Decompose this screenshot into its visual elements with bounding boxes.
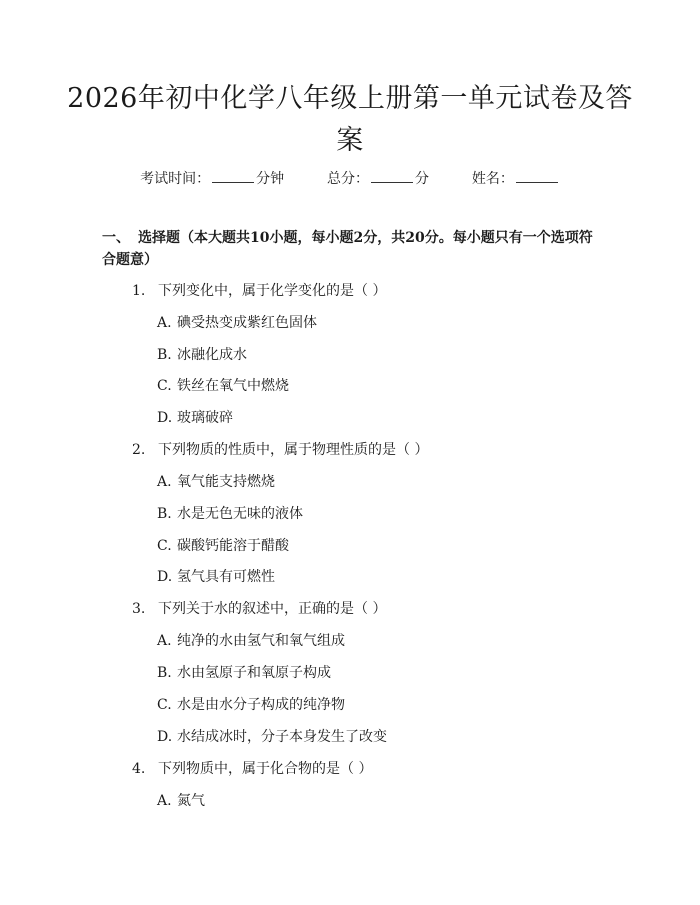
question-3-option-a[interactable] [157,631,345,651]
question-number: 2. [132,442,146,458]
option-text: 铁丝在氧气中燃烧 [177,378,289,394]
option-text: 氧气能支持燃烧 [177,474,275,490]
option-text: 氮气 [177,793,205,809]
option-text: 碳酸钙能溶于醋酸 [177,538,289,554]
question-3-option-d[interactable] [157,727,387,747]
option-label: A. [157,315,172,331]
question-number: 4. [132,761,146,777]
question-3-option-c[interactable] [157,695,345,715]
exam-title: 2026年初中化学八年级上册第一单元试卷及答案 [67,83,633,156]
question-1-option-c[interactable] [157,376,289,396]
option-label: A. [157,633,172,649]
option-label: A. [157,474,172,490]
option-label: D. [157,729,173,745]
exam-info-line [0,168,700,189]
question-1-option-d[interactable] [157,408,233,428]
question-3 [132,599,386,619]
section-heading-text: 选择题（本大题共10小题，每小题2分，共20分。每小题只有一个选项符合题意） [102,230,593,268]
option-label: C. [157,538,172,554]
option-text: 水由氢原子和氧原子构成 [177,665,331,681]
section-number: 一、 [102,230,130,246]
option-text: 冰融化成水 [177,347,247,363]
time-label: 考试时间： [140,171,211,187]
question-text: 下列变化中，属于化学变化的是（ ） [158,283,387,299]
option-label: D. [157,569,173,585]
question-number: 1. [132,283,146,299]
option-label: B. [157,347,172,363]
question-number: 3. [132,601,146,617]
question-text: 下列物质中，属于化合物的是（ ） [158,761,373,777]
question-1-option-b[interactable] [157,345,247,365]
time-unit: 分钟 [256,171,285,187]
option-text: 玻璃破碎 [177,410,233,426]
option-label: D. [157,410,173,426]
question-3-option-b[interactable] [157,663,331,683]
section-heading [102,227,602,271]
question-text: 下列关于水的叙述中，正确的是（ ） [158,601,387,617]
score-unit: 分 [415,171,429,187]
option-text: 氢气具有可燃性 [177,569,275,585]
score-blank[interactable] [371,168,413,183]
question-2-option-a[interactable] [157,472,275,492]
question-4 [132,759,372,779]
name-label: 姓名： [471,171,514,187]
time-blank[interactable] [212,168,254,183]
score-label: 总分： [327,171,369,187]
option-text: 碘受热变成紫红色固体 [177,315,317,331]
option-label: A. [157,793,172,809]
name-blank[interactable] [516,168,558,183]
question-1-option-a[interactable] [157,313,317,333]
option-label: C. [157,697,172,713]
option-text: 水是由水分子构成的纯净物 [177,697,345,713]
option-text: 水是无色无味的液体 [177,506,303,522]
option-text: 纯净的水由氢气和氧气组成 [177,633,345,649]
question-2-option-c[interactable] [157,536,289,556]
question-1 [132,281,386,301]
question-2-option-b[interactable] [157,504,303,524]
option-label: B. [157,506,172,522]
question-2 [132,440,428,460]
option-text: 水结成冰时，分子本身发生了改变 [177,729,387,745]
option-label: C. [157,378,172,394]
option-label: B. [157,665,172,681]
question-4-option-a[interactable] [157,791,205,811]
question-2-option-d[interactable] [157,567,275,587]
question-text: 下列物质的性质中，属于物理性质的是（ ） [158,442,429,458]
